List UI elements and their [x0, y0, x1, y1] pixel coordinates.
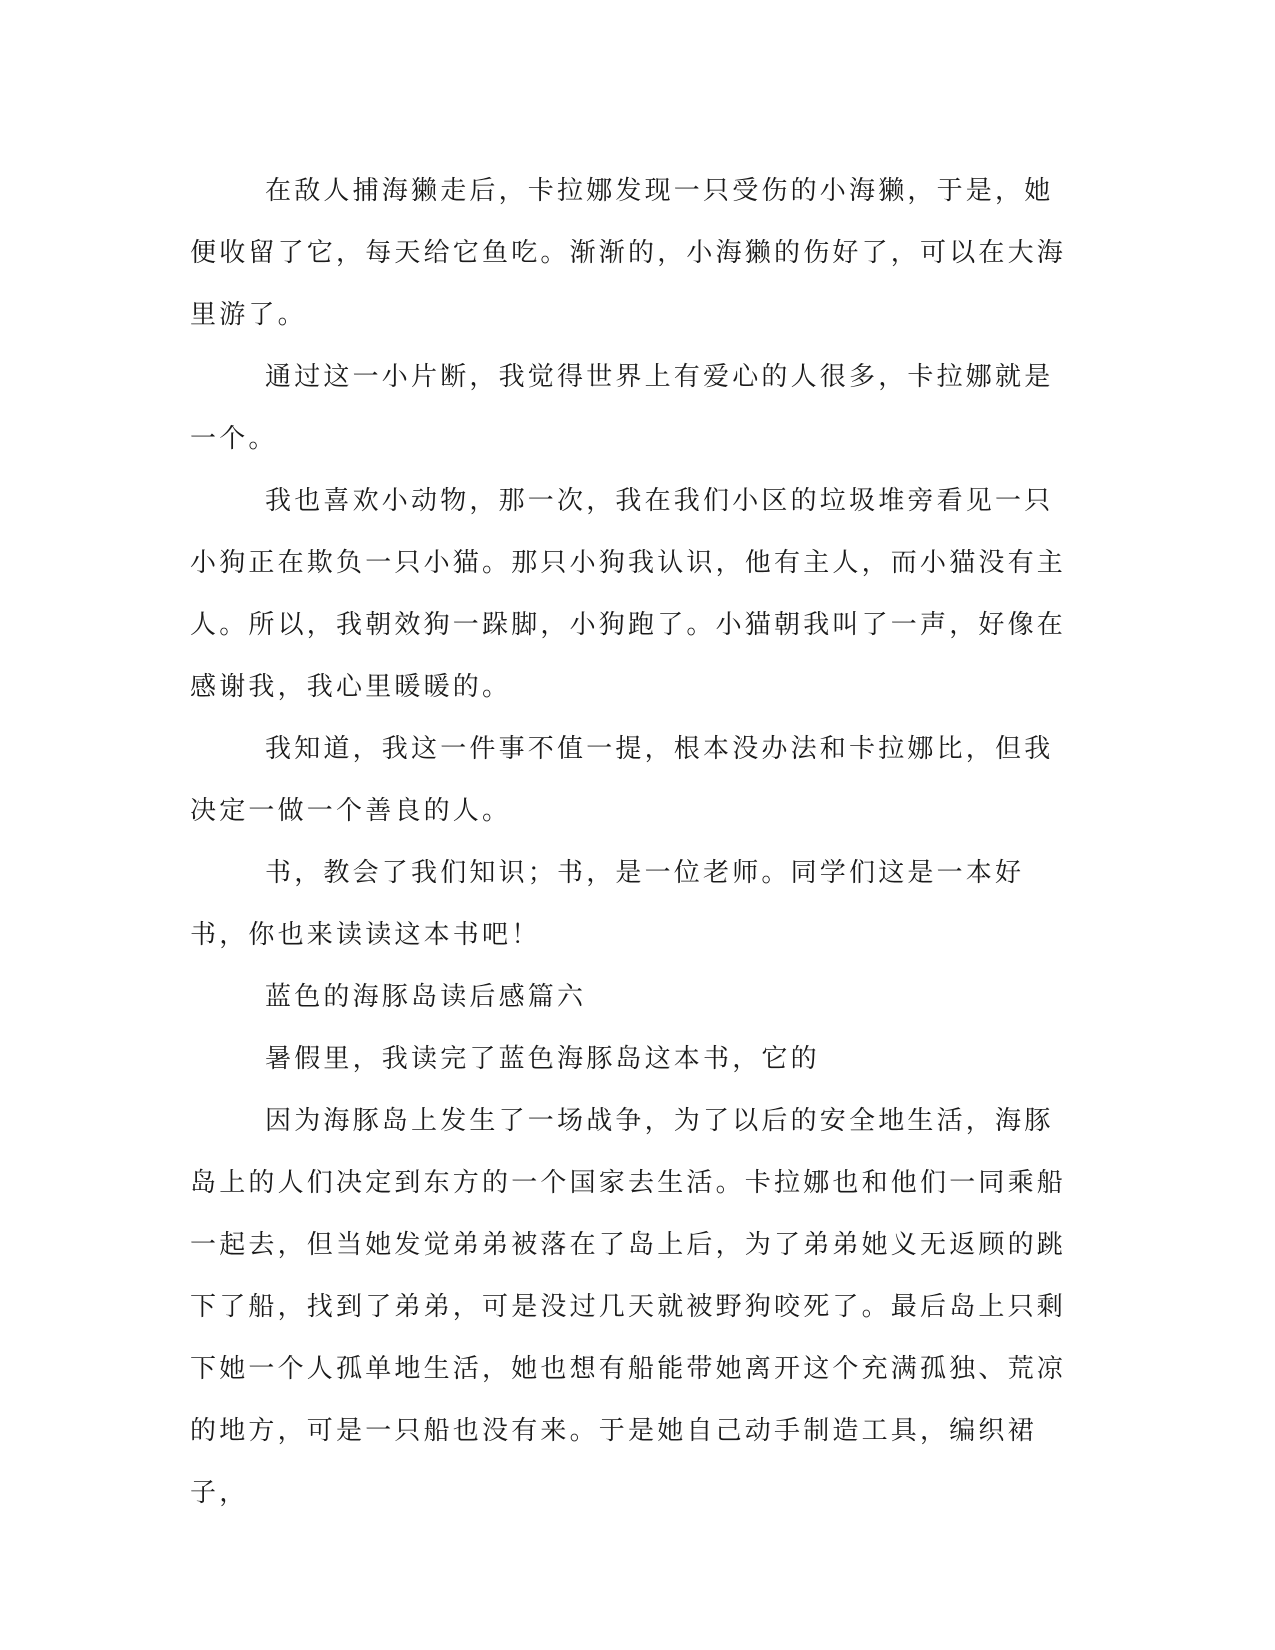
document-body: [190, 160, 1080, 1524]
paragraph-kitten-story: 我也喜欢小动物，那一次，我在我们小区的垃圾堆旁看见一只小狗正在欺负一只小猫。那只小狗我认识，他有主人，而小猫没有主人。所以，我朝效狗一跺脚，小狗跑了。小猫朝我叫了一声，好像在感谢我，我心里暖暖的。: [190, 486, 1067, 702]
paragraph-kind-people: 通过这一小片断，我觉得世界上有爱心的人很多，卡拉娜就是一个。: [190, 362, 1054, 454]
paragraph-island-story: 因为海豚岛上发生了一场战争，为了以后的安全地生活，海豚岛上的人们决定到东方的一个国家去生活。卡拉娜也和他们一同乘船一起去，但当她发觉弟弟被落在了岛上后，为了弟弟她义无返顾的跳下了船，找到了弟弟，可是没过几天就被野狗咬死了。最后岛上只剩下她一个人孤单地生活，她也想有船能带她离开这个充满孤独、荒凉的地方，可是一只船也没有来。于是她自己动手制造工具，编织裙子，: [190, 1106, 1067, 1508]
paragraph-kind-person-resolve: 我知道，我这一件事不值一提，根本没办法和卡拉娜比，但我决定一做一个善良的人。: [190, 734, 1054, 826]
paragraph-sea-otter: 在敌人捕海獭走后，卡拉娜发现一只受伤的小海獭，于是，她便收留了它，每天给它鱼吃。渐渐的，小海獭的伤好了，可以在大海里游了。: [190, 176, 1067, 330]
paragraph-summer-reading: 暑假里，我读完了蓝色海豚岛这本书，它的: [265, 1044, 820, 1074]
section-heading: 蓝色的海豚岛读后感篇六: [265, 982, 587, 1012]
paragraph-good-book: 书，教会了我们知识；书，是一位老师。同学们这是一本好书，你也来读读这本书吧！: [190, 858, 1025, 950]
